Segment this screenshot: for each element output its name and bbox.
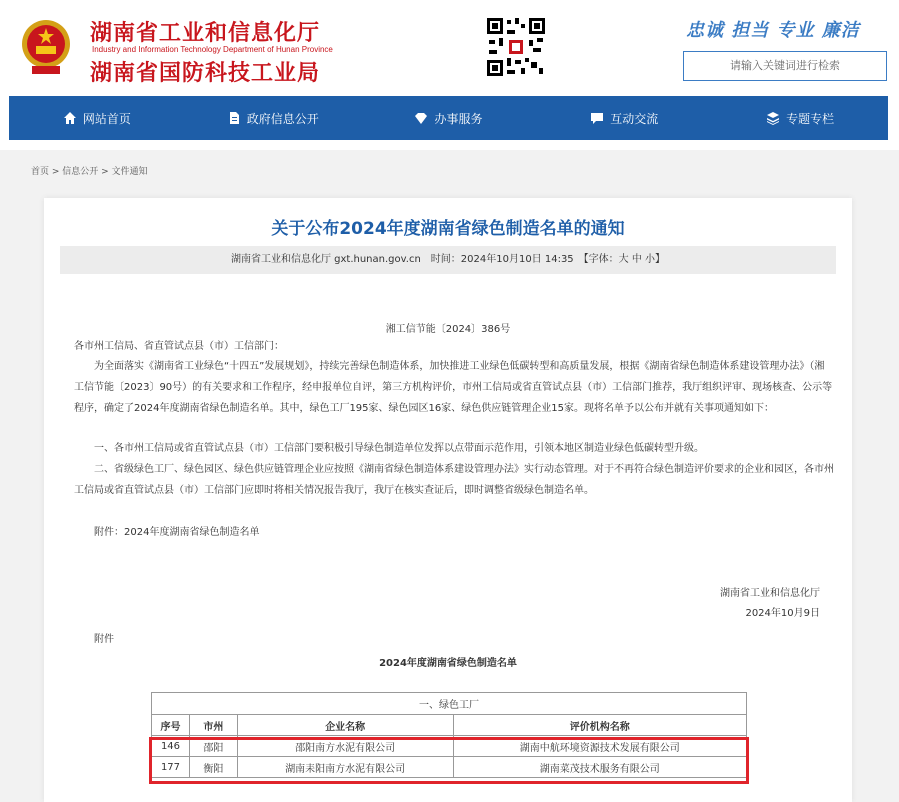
- nav-item-label: 政府信息公开: [246, 111, 319, 126]
- attachment-label: 附件: [94, 634, 114, 645]
- site-name-english: Industry and Information Technology Department of Hunan Province: [92, 45, 333, 54]
- table-cell: 177: [152, 757, 190, 778]
- search-input[interactable]: 请输入关键词进行检索: [683, 51, 887, 81]
- site-name-primary: 湖南省工业和信息化厅: [90, 21, 321, 46]
- national-emblem-icon: [18, 18, 74, 78]
- qr-code-icon: [485, 16, 547, 78]
- slogan: 忠诚 担当 专业 廉洁: [686, 20, 860, 41]
- diamond-icon: [414, 111, 428, 125]
- document-icon: [227, 111, 241, 125]
- signature-org: 湖南省工业和信息化厅: [720, 588, 820, 599]
- breadcrumb[interactable]: 首页 > 信息公开 > 文件通知: [31, 167, 148, 177]
- table-section-title: 一、绿色工厂: [152, 693, 747, 715]
- home-icon: [63, 111, 77, 125]
- nav-item-gov-info[interactable]: [185, 96, 361, 140]
- article-container: [44, 198, 852, 802]
- table-cell: 邵阳: [189, 736, 237, 757]
- column-header: 评价机构名称: [453, 715, 747, 736]
- paragraph-1: 为全面落实《湖南省工业绿色“十四五”发展规划》，持续完善绿色制造体系，加快推进工业绿色低碳转型和高质量发展，根据《湖南省绿色制造体系建设管理办法》（湘工信节能〔2023〕90号）的有关要求和工作程序，经申报单位自评，第三方机构评价，市州工信局或省直管试点县（市）工信部门推荐，我厅组织评审、现场核查、公示等程序，确定了2024年度湖南省绿色制造名单。其中，绿色工厂195家、绿色园区16家、绿色供应链管理企业15家。现将名单予以公布并就有关事项通知如下：: [74, 361, 833, 414]
- document-number: 湘工信节能〔2024〕386号: [385, 324, 511, 335]
- nav-item-topics[interactable]: [712, 96, 888, 140]
- table-header-row: [152, 715, 747, 736]
- layers-icon: [766, 111, 780, 125]
- column-header: 序号: [152, 715, 190, 736]
- table-cell: 146: [152, 736, 190, 757]
- site-header: [0, 0, 899, 96]
- table-cell: 邵阳南方水泥有限公司: [237, 736, 453, 757]
- chat-icon: [590, 111, 604, 125]
- table-cell: 湖南菜茂技术服务有限公司: [453, 757, 747, 778]
- list-title: 2024年度湖南省绿色制造名单: [379, 658, 517, 669]
- paragraph-2: 一、各市州工信局或省直管试点县（市）工信部门要积极引导绿色制造单位发挥以点带面示范作用，引领本地区制造业绿色低碳转型升级。: [94, 443, 704, 454]
- article-title: 关于公布2024年度湖南省绿色制造名单的通知: [271, 219, 625, 239]
- nav-item-home[interactable]: [9, 96, 185, 140]
- signature-date: 2024年10月9日: [745, 608, 820, 619]
- site-name-secondary: 湖南省国防科技工业局: [90, 61, 321, 86]
- nav-item-interaction[interactable]: [536, 96, 712, 140]
- table-cell: 湖南耒阳南方水泥有限公司: [237, 757, 453, 778]
- attachment-link[interactable]: 附件：2024年度湖南省绿色制造名单: [94, 527, 260, 538]
- nav-item-services[interactable]: [361, 96, 537, 140]
- table-section-row: [152, 693, 747, 715]
- nav-item-label: 办事服务: [434, 111, 483, 126]
- table-cell: 衡阳: [189, 757, 237, 778]
- greeting: 各市州工信局、省直管试点县（市）工信部门：: [74, 341, 284, 352]
- nav-item-label: 互动交流: [610, 111, 659, 126]
- column-header: 市州: [189, 715, 237, 736]
- nav-item-label: 专题专栏: [786, 111, 835, 126]
- highlight-box: [149, 737, 749, 784]
- article-meta: 湖南省工业和信息化厅 gxt.hunan.gov.cn 时间：2024年10月10日 14:35 【字体：大 中 小】: [60, 246, 836, 274]
- main-nav: [9, 96, 888, 140]
- table-cell: 湖南中航环境资源技术发展有限公司: [453, 736, 747, 757]
- nav-item-label: 网站首页: [82, 111, 131, 126]
- paragraph-3: 二、省级绿色工厂、绿色园区、绿色供应链管理企业应按照《湖南省绿色制造体系建设管理办法》实行动态管理。对于不再符合绿色制造评价要求的企业和园区，各市州工信局或省直管试点县（市）工信部门应即时将相关情况报告我厅，我厅在核实查证后，即时调整省级绿色制造名单。: [74, 464, 834, 496]
- column-header: 企业名称: [237, 715, 453, 736]
